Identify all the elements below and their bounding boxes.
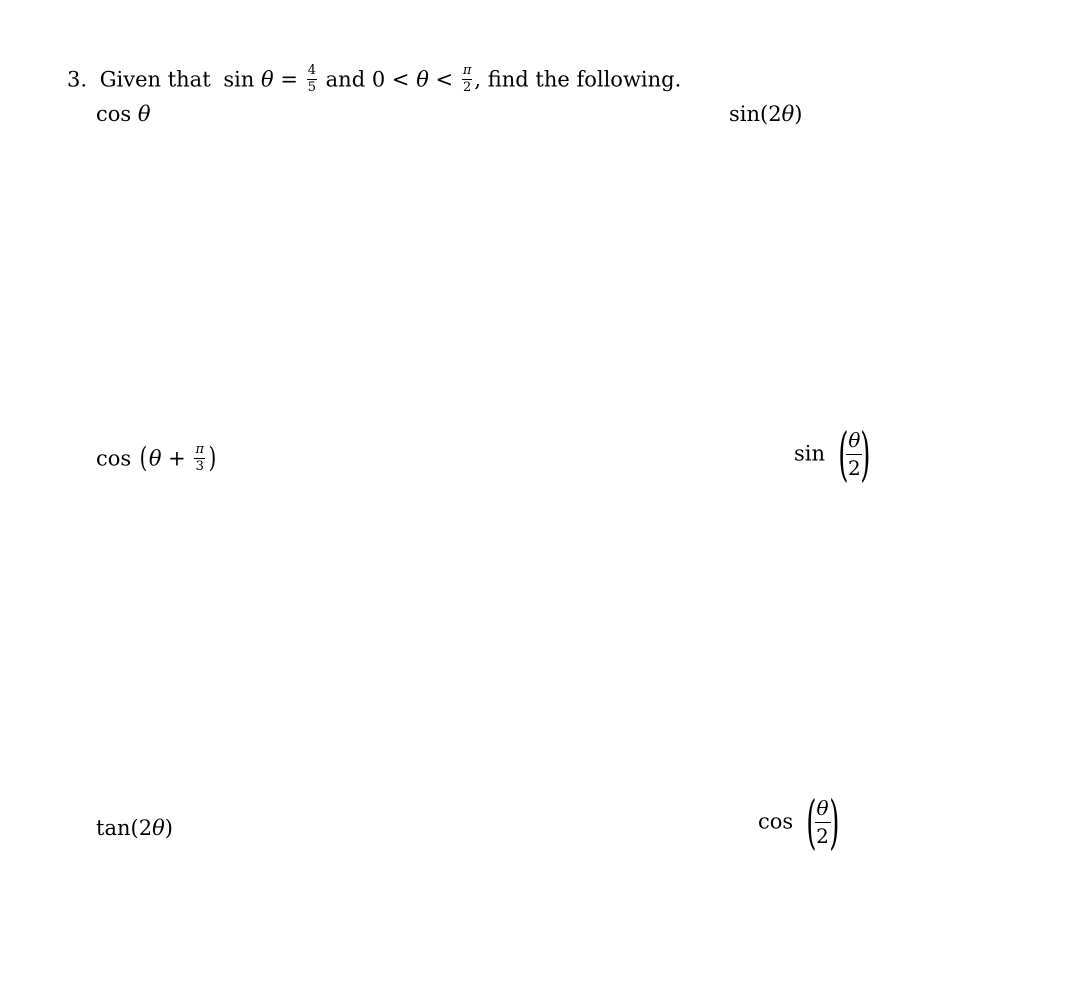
and-text: and — [325, 67, 366, 92]
range-low: 0 — [371, 67, 386, 92]
sum-numerator: π — [195, 442, 204, 457]
open-paren: ( — [837, 420, 849, 488]
sum-denominator: 3 — [195, 458, 204, 474]
given-denominator: 5 — [307, 79, 316, 95]
coef: 2 — [138, 816, 153, 840]
range-numerator: π — [462, 63, 472, 78]
range-denominator: 2 — [462, 79, 472, 95]
close-paren: ) — [794, 102, 803, 126]
close-paren: ) — [860, 420, 871, 488]
half-numerator: θ — [815, 797, 831, 823]
close-paren: ) — [208, 441, 217, 475]
range-var: θ — [416, 67, 429, 92]
half-denominator: 2 — [816, 823, 829, 848]
part-sin-2theta — [729, 104, 802, 125]
close-paren: ) — [164, 816, 173, 840]
func-label: cos — [96, 446, 132, 471]
range-fraction — [462, 64, 473, 94]
open-paren: ( — [760, 102, 769, 126]
problem-number: 3. — [67, 67, 88, 92]
given-func: sin — [223, 67, 255, 92]
less-than-1: < — [391, 67, 410, 92]
arg-var: θ — [137, 102, 151, 126]
less-than-2: < — [435, 67, 454, 92]
half-fraction — [815, 797, 831, 848]
arg-var: θ — [152, 816, 165, 840]
part-cos-sum — [96, 441, 218, 475]
sum-fraction — [194, 443, 205, 473]
part-tan-2theta — [96, 818, 173, 839]
open-paren: ( — [806, 788, 817, 856]
arg-var: θ — [781, 102, 795, 126]
open-paren: ( — [130, 816, 139, 840]
equals-sign: = — [280, 67, 298, 92]
part-cos-half — [758, 788, 845, 856]
given-fraction — [307, 64, 317, 94]
given-var: θ — [261, 67, 274, 92]
arg-var: θ — [148, 446, 162, 471]
intro-text: Given that — [99, 67, 211, 92]
func-label: sin — [794, 441, 826, 466]
problem-statement — [67, 63, 682, 96]
given-numerator: 4 — [307, 63, 316, 78]
part-cos-theta — [96, 104, 151, 125]
coef: 2 — [768, 102, 782, 126]
func-label: sin — [729, 102, 761, 126]
close-paren: ) — [828, 788, 839, 856]
closing-text: , find the following. — [474, 67, 682, 92]
func-label: tan — [96, 816, 131, 840]
plus-sign: + — [168, 446, 186, 471]
half-numerator: θ — [846, 429, 862, 455]
func-label: cos — [758, 809, 794, 834]
open-paren: ( — [139, 441, 148, 475]
half-denominator: 2 — [848, 455, 861, 480]
func-label: cos — [96, 102, 132, 126]
part-sin-half — [794, 420, 877, 488]
